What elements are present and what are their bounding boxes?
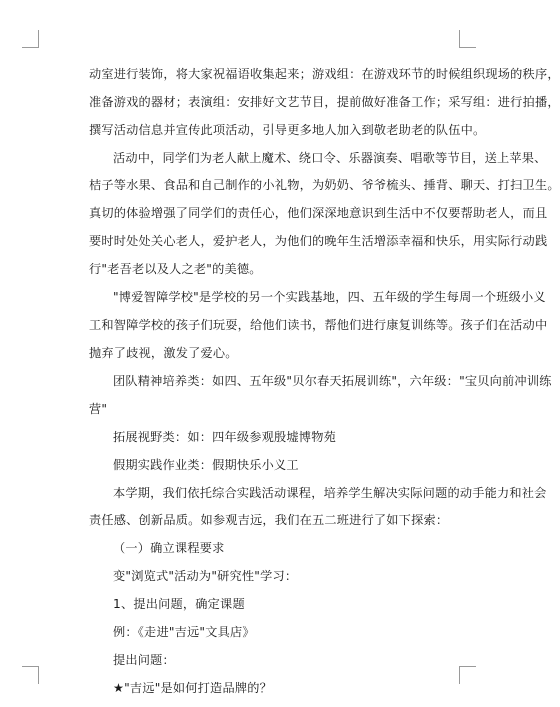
text-line: 责任感、创新品质。如参观吉远，我们在五二班进行了如下探索： <box>89 513 449 527</box>
text-line: 桔子等水果、食品和自己制作的小礼物，为奶奶、爷爷梳头、捶背、聊天、打扫卫生。 <box>89 178 560 192</box>
text-line: ★"吉远"是如何打造品牌的？ <box>113 681 272 695</box>
text-line: 1、提出问题，确定课题 <box>113 597 245 611</box>
text-line: 营" <box>89 402 108 416</box>
text-line: 要时时处处关心老人，爱护老人，为他们的晚年生活增添幸福和快乐，用实际行动践 <box>89 234 548 248</box>
text-line: 提出问题： <box>113 653 175 667</box>
text-line: 准备游戏的器材；表演组：安排好文艺节目，提前做好准备工作；采写组：进行拍播， <box>89 95 560 109</box>
text-line: 真切的体验增强了同学们的责任心，他们深深地意识到生活中不仅要帮助老人，而且 <box>89 206 548 220</box>
text-line: 撰写活动信息并宣传此项活动，引导更多地人加入到敬老助老的队伍中。 <box>89 123 486 137</box>
text-line: 活动中，同学们为老人献上魔术、绕口令、乐器演奏、唱歌等节目，送上苹果、 <box>113 151 547 165</box>
text-line: 行"老吾老以及人之老"的美德。 <box>89 262 262 276</box>
text-line: 本学期，我们依托综合实践活动课程，培养学生解决实际问题的动手能力和社会 <box>113 486 547 500</box>
text-line: 假期实践作业类：假期快乐小义工 <box>113 458 299 472</box>
text-line: 拓展视野类：如：四年级参观殷墟博物苑 <box>113 430 336 444</box>
text-line: 工和智障学校的孩子们玩耍，给他们读书，帮他们进行康复训练等。孩子们在活动中 <box>89 318 548 332</box>
text-line: 动室进行装饰，将大家祝福语收集起来；游戏组：在游戏环节的时候组织现场的秩序， <box>89 67 560 81</box>
text-line: 例：《走进"吉远"文具店》 <box>113 625 255 639</box>
text-line: （一）确立课程要求 <box>113 541 225 555</box>
text-line: 抛弃了歧视，激发了爱心。 <box>89 346 238 360</box>
text-line: 变"浏览式"活动为"研究性"学习： <box>113 569 298 583</box>
text-line: "博爱智障学校"是学校的另一个实践基地，四、五年级的学生每周一个班级小义 <box>113 290 546 304</box>
text-line: 团队精神培养类：如四、五年级"贝尔春天拓展训练"，六年级："宝贝向前冲训练 <box>113 374 552 388</box>
